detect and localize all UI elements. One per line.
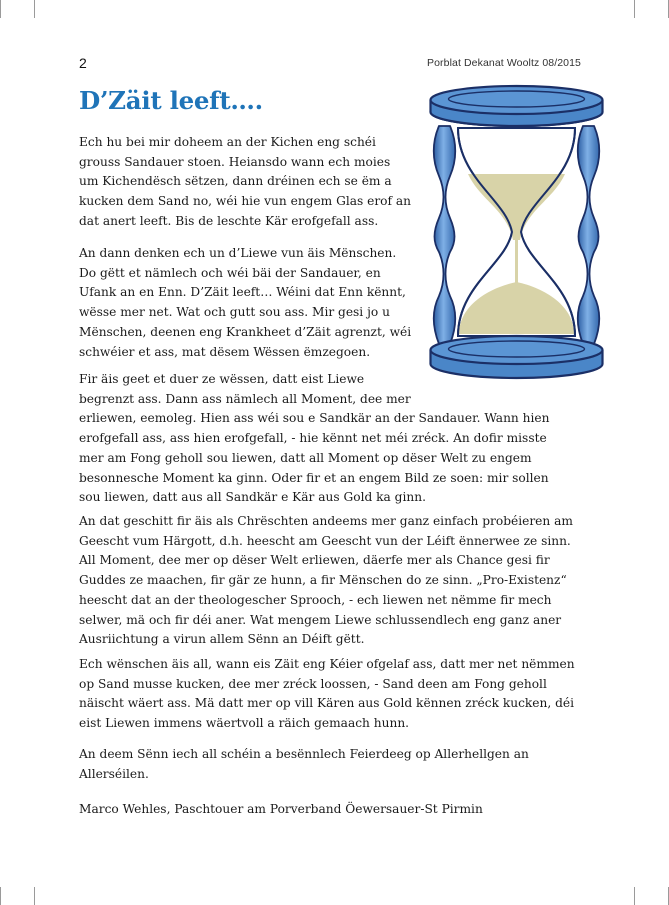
text-line: An dann denken ech un d’Liewe vun äis Mënschen. — [79, 246, 397, 260]
text-line: erofgefall ass, ass hien erofgefall, - hie kënnt net méi zréck. An dofir misste — [79, 431, 547, 446]
text-line: An deem Sënn iech all schéin a besënnlech Feierdeeg op Allerhellgen an — [79, 747, 529, 761]
crop-mark — [634, 0, 635, 18]
text-line: Allerséilen. — [79, 766, 149, 781]
text-line: Ech wënschen äis all, wann eis Zäit eng Kéier ofgelaf ass, datt mer net nëmmen — [79, 657, 575, 671]
page-number: 2 — [79, 55, 87, 71]
text-line: Do gëtt et nämlech och wéi bäi der Sandauer, en — [79, 265, 381, 280]
text-line: op Sand musse kucken, dee mer zréck loossen, - Sand deen am Fong geholl — [79, 676, 547, 691]
hourglass-icon — [428, 82, 605, 382]
text-line: Geescht vum Härgott, d.h. heescht am Geescht vun der Léift ënnerwee ze sinn. — [79, 533, 571, 548]
text-line: kucken dem Sand no, wéi hie vun engem Glas erof an — [79, 194, 412, 209]
text-line: begrenzt ass. Dann ass nämlech all Moment, dee mer — [79, 391, 411, 406]
paragraph — [79, 745, 529, 784]
text-line: selwer, mä och fir déi aner. Wat mengem Liewe schlussendlech eng ganz aner — [79, 612, 562, 627]
text-line: Ech hu bei mir doheem an der Kichen eng schéi — [79, 135, 376, 149]
paragraph — [79, 370, 549, 508]
text-line: sou liewen, datt aus all Sandkär e Kär aus Gold ka ginn. — [79, 490, 426, 505]
text-line: Guddes ze maachen, fir gär ze hunn, a fir Mënschen do ze sinn. „Pro-Existenz“ — [79, 573, 567, 588]
crop-mark — [34, 0, 35, 18]
paragraph — [79, 512, 573, 650]
text-line: schwéier et ass, mat dësem Wëssen ëmzegoen. — [79, 344, 371, 359]
crop-mark — [0, 887, 1, 905]
article-title: D’Zäit leeft…. — [79, 86, 263, 115]
text-line: Marco Wehles, Paschtouer am Porverband Öewersauer-St Pirmin — [79, 802, 483, 816]
text-line: Fir äis geet et duer ze wëssen, datt eist Liewe — [79, 372, 365, 386]
text-line: dat anert leeft. Bis de leschte Kär erofgefall ass. — [79, 213, 379, 228]
paragraph — [79, 133, 411, 232]
text-line: eist Liewen immens wäertvoll a räich gemaach hunn. — [79, 716, 410, 731]
text-line: Ufank an en Enn. D’Zäit leeft… Wéini dat Enn kënnt, — [79, 285, 406, 300]
author-signature — [79, 800, 483, 820]
text-line: Ausriichtung a virun allem Sënn an Déift gëtt. — [79, 632, 365, 647]
text-line: wësse mer net. Wat och gutt sou ass. Mir gesi jo u — [79, 305, 390, 320]
crop-mark — [634, 887, 635, 905]
publication-header: Porblat Dekanat Wooltz 08/2015 — [427, 57, 581, 69]
text-line: um Kichendësch sëtzen, dann dréinen ech se ëm a — [79, 174, 392, 189]
crop-mark — [0, 0, 1, 18]
crop-mark — [34, 887, 35, 905]
text-line: All Moment, dee mer op dëser Welt erliewen, däerfe mer als Chance gesi fir — [79, 553, 550, 568]
text-line: An dat geschitt fir äis als Chrëschten andeems mer ganz einfach probéieren am — [79, 514, 573, 528]
text-line: näischt wäert ass. Mä datt mer op vill Kären aus Gold kënnen zréck kucken, déi — [79, 696, 575, 711]
paragraph — [79, 244, 411, 362]
text-line: besonnesche Moment ka ginn. Oder fir et an engem Bild ze soen: mir sollen — [79, 470, 549, 485]
text-line: grouss Sandauer stoen. Heiansdo wann ech moies — [79, 154, 391, 169]
text-line: heescht dat an der theologescher Sprooch, - ech liewen net nëmme fir mech — [79, 592, 552, 607]
text-line: erliewen, eemoleg. Hien ass wéi sou e Sandkär an der Sandauer. Wann hien — [79, 411, 550, 426]
paragraph — [79, 655, 575, 734]
text-line: mer am Fong geholl sou liewen, datt all Moment op dëser Welt zu engem — [79, 450, 532, 465]
text-line: Mënschen, deenen eng Krankheet d’Zäit agrenzt, wéi — [79, 324, 412, 339]
